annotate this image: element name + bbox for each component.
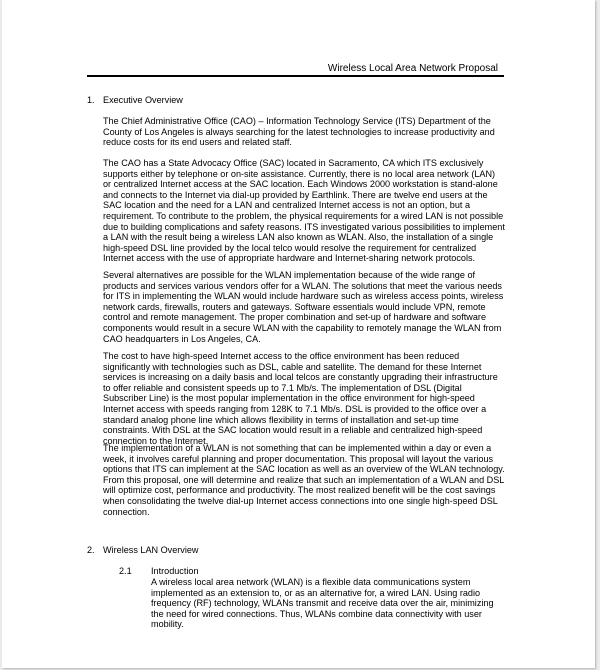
paragraph-1: The Chief Administrative Office (CAO) – Information Technology Service (ITS) Department of the County of Los Angeles is always searching for the latest technologies to increase productivity and reduce costs for its end users and related staff. (103, 116, 495, 148)
running-header-title: Wireless Local Area Network Proposal (327, 63, 498, 74)
section-1-title: Executive Overview (103, 95, 183, 105)
paragraph-5: The implementation of a WLAN is not something that can be implemented within a day or even a week, it involves careful planning and proper documentation. This proposal will layout the various options that ITS can implement at the SAC location as well as an overview of the WLAN technology. From this proposal, one will determine and realize that such an implementation of a WLAN and DSL will optimize cost, performance and productivity. The most realized benefit will be the cost savings when consolidating the twelve dial-up Internet access connections into one single high-speed DSL connection. (103, 443, 505, 517)
subsection-paragraph: A wireless local area network (WLAN) is a flexible data communications system implemented as an extension to, or as an alternative for, a wired LAN. Using radio frequency (RF) technology, WLANs transmit and receive data over the air, minimizing the need for wired connections. Thus, WLANs combine data connectivity with user mobility. (151, 577, 494, 630)
section-2-number: 2. (87, 545, 95, 555)
header-rule (87, 75, 504, 77)
paragraph-2: The CAO has a State Advocacy Office (SAC) located in Sacramento, CA which ITS exclusively supports either by telephone or on-site assistance. Currently, there is no local area network (LAN) or centralized Internet access at the SAC location. Each Windows 2000 workstation is stand-alone and connects to the Internet via dial-up provided by Earthlink. There are twelve end users at the SAC location and the need for a LAN and centralized Internet access is not an option, but a requirement. To contribute to the problem, the physical requirements for a wired LAN is not possible due to building complications and safety reasons. ITS investigated various possibilities to implement a LAN with the result being a wireless LAN also known as WLAN. Also, the installation of a single high-speed DSL line provided by the local telco would resolve the requirement for centralized Internet access with the use of appropriate hardware and Internet-sharing network protocols. (103, 158, 505, 264)
paragraph-4: The cost to have high-speed Internet access to the office environment has been reduced significantly with technologies such as DSL, cable and satellite. The demand for these Internet services is increasing on a daily basis and local telcos are constantly upgrading their infrastructure to offer reliable and consistent speeds up to 7.1 Mb/s. The implementation of DSL (Digital Subscriber Line) is the most popular implementation in the office environment for high-speed Internet access with speeds ranging from 128K to 7.1 Mb/s. DSL is provided to the office over a standard analog phone line which allows flexibility in terms of installation and set-up time constraints. With DSL at the SAC location would result in a reliable and centralized high-speed connection to the Internet. (103, 351, 498, 446)
section-1-number: 1. (87, 95, 95, 105)
document-page (2, 0, 595, 668)
subsection-number: 2.1 (119, 566, 132, 576)
section-2-heading (87, 545, 199, 556)
paragraph-3: Several alternatives are possible for the WLAN implementation because of the wide range of products and services various vendors offer for a WLAN. The solutions that meet the various needs for ITS in implementing the WLAN would include hardware such as wireless access points, wireless network cards, firewalls, routers and gateways. Software essentials would include VPN, remote control and remote management. The proper combination and set-up of hardware and software components would result in a secure WLAN with the capability to remotely manage the WLAN from CAO headquarters in Los Angeles, CA. (103, 270, 504, 344)
section-1-heading (87, 95, 183, 106)
section-2-title: Wireless LAN Overview (103, 545, 199, 555)
subsection-title: Introduction (151, 566, 199, 576)
